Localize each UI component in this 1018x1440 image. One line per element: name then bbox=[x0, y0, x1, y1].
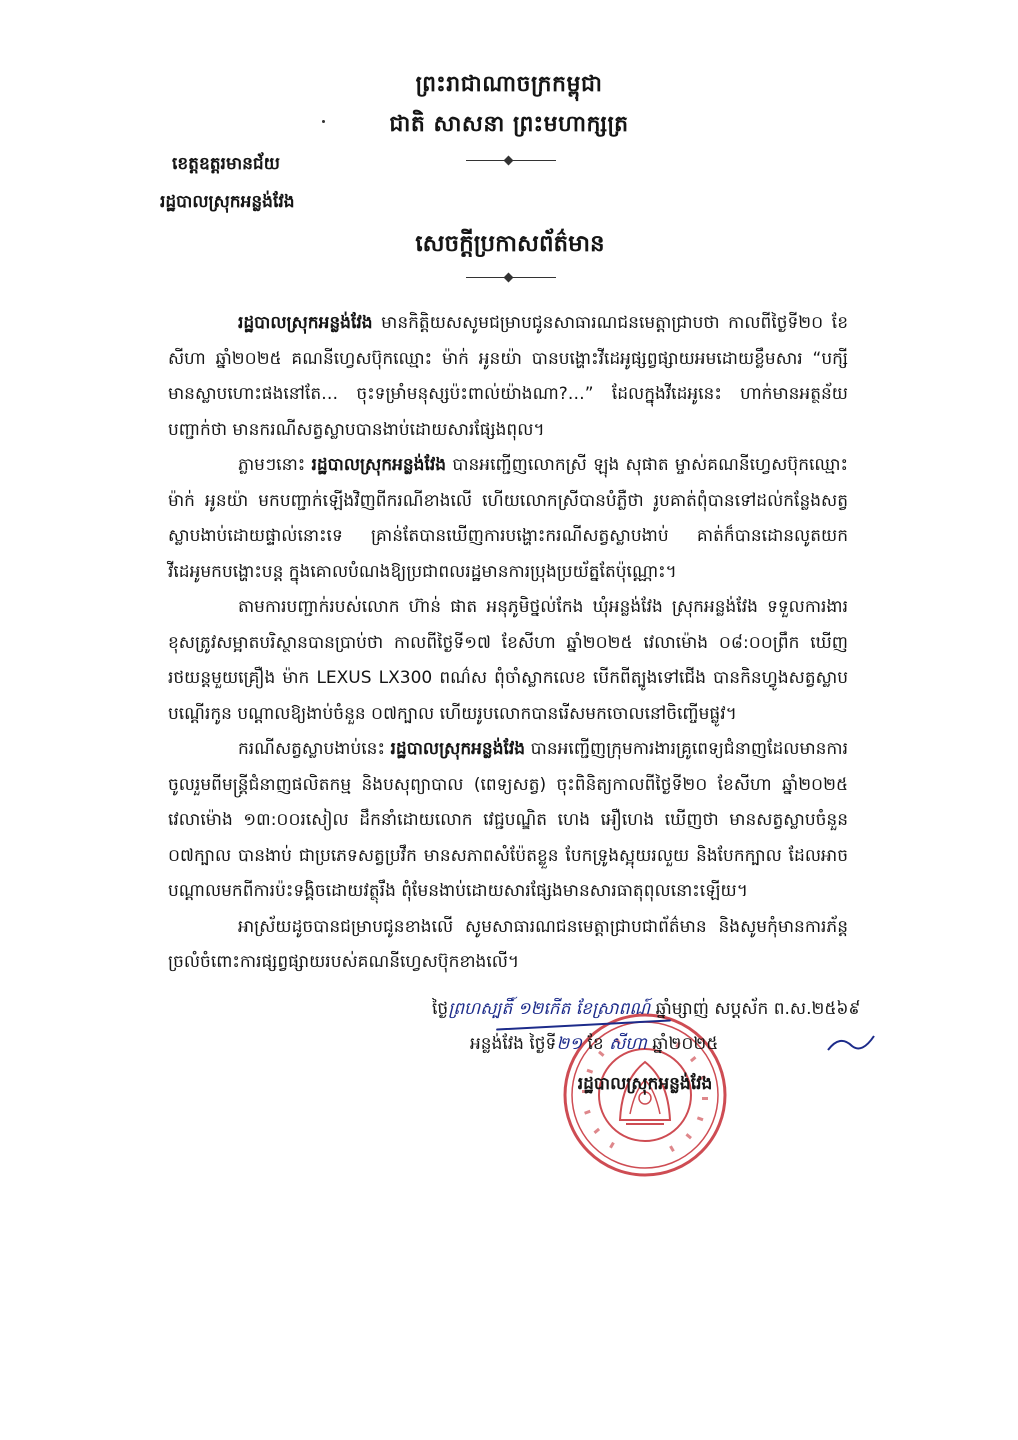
scan-dot bbox=[322, 120, 325, 123]
bold-issuer: រដ្ឋបាលស្រុកអន្លង់វែង bbox=[390, 739, 526, 759]
paragraph-4 bbox=[168, 732, 848, 910]
month-prefix: ខែ bbox=[582, 1034, 610, 1054]
seal-issuer-name: រដ្ឋបាលស្រុកអន្លង់វែង bbox=[577, 1074, 713, 1094]
place-date-line bbox=[470, 1033, 718, 1058]
title-divider bbox=[466, 277, 556, 278]
bold-issuer: រដ្ឋបាលស្រុកអន្លង់វែង bbox=[238, 313, 373, 333]
paragraph-4-text: បានអញ្ជើញក្រុមការងារគ្រូពេទ្យជំនាញដែលមានការចូលរួមពីមន្ត្រីជំនាញផលិតកម្ម និងបសុព្យាបាល (ពេទ្យសត្វ) ចុះពិនិត្យកាលពីថ្ងៃទី២០ ខែសីហា ឆ្នាំ២០២៥ វេលាម៉ោង ១៣:០០រសៀល ដឹកនាំដោយលោក វេជ្ជបណ្ឌិត ហេង អឿហេង ឃើញថា មានសត្វស្លាបចំនួន ០៧ក្បាល បានងាប់ ជាប្រភេទសត្វប្រវឹក មានសភាពសំប៉ែតខ្លួន បែកទ្រូងស្អុយរលួយ និងបែកក្បាល ដែលអាចបណ្ដាលមកពីការប៉ះទង្គិចដោយវត្ថុរឹង ពុំមែនងាប់ដោយសារផ្សែងមានសារធាតុពុលនោះឡើយ។ bbox=[168, 739, 849, 901]
document-title: សេចក្ដីប្រកាសព័ត៌មាន bbox=[415, 231, 605, 257]
lunar-date-line bbox=[432, 998, 860, 1023]
place-prefix: អន្លង់វែង ថ្ងៃទី bbox=[470, 1034, 557, 1054]
kingdom-heading: ព្រះរាជាណាចក្រកម្ពុជា bbox=[415, 72, 603, 97]
bold-issuer: រដ្ឋបាលស្រុកអន្លង់វែង bbox=[311, 455, 447, 475]
paragraph-1-text: មានកិត្តិយសសូមជម្រាបជូនសាធារណជនមេត្តាជ្រាបថា កាលពីថ្ងៃទី២០ ខែសីហា ឆ្នាំ២០២៥ គណនីហ្វេសប៊ុកឈ្មោះ ម៉ាក់ អូនយ៉ា បានបង្ហោះវីដេអូផ្សព្វផ្សាយអមដោយខ្លឹមសារ “បក្សីមានស្លាបហោះផងនៅតែ… ចុះទម្រាំមនុស្សប៉ះពាល់យ៉ាងណា?…” ដែលក្នុងវីដេអូនេះ ហាក់មានអត្ថន័យបញ្ជាក់ថា មានករណីសត្វស្លាបបានងាប់ដោយសារផ្សែងពុល។ bbox=[168, 313, 848, 440]
lunar-suffix: ឆ្នាំម្សាញ់ សប្តស័ក ព.ស.២៥៦៩ bbox=[650, 999, 861, 1019]
month-handwritten: សីហា bbox=[609, 1034, 647, 1054]
day-handwritten: ២១ bbox=[556, 1034, 583, 1054]
paragraph-2-lead: ភ្លាមៗនោះ bbox=[238, 455, 312, 475]
paragraph-3-text: តាមការបញ្ជាក់របស់លោក ហ៊ាន់ ផាត អនុភូមិថ្នល់កែង ឃុំអន្លង់វែង ស្រុកអន្លង់វែង ទទួលការងារខុសត្រូវសម្អាតបរិស្ថានបានប្រាប់ថា កាលពីថ្ងៃទី១៧ ខែសីហា ឆ្នាំ២០២៥ វេលាម៉ោង ០៨:០០ព្រឹក ឃើញរថយន្តមួយគ្រឿង ម៉ាក LEXUS LX300 ពណ៌ស ពុំចាំស្លាកលេខ បើកពីត្បូងទៅជើង បានកិនហ្វូងសត្វស្លាបបណ្ដើរកូន បណ្ដាលឱ្យងាប់ចំនួន ០៧ក្បាល ហើយរូបលោកបានរើសមកចោលនៅចិញ្ចើមផ្លូវ។ bbox=[168, 597, 848, 724]
paragraph-1 bbox=[168, 306, 848, 448]
body-text bbox=[168, 306, 848, 981]
ornament-divider bbox=[466, 160, 556, 161]
paragraph-5-text: អាស្រ័យដូចបានជម្រាបជូនខាងលើ សូមសាធារណជនមេត្តាជ្រាបជាព័ត៌មាន និងសូមកុំមានការភ័ន្តច្រលំចំពោះការផ្សព្វផ្សាយរបស់គណនីហ្វេសប៊ុកខាងលើ។ bbox=[168, 916, 848, 972]
paragraph-3 bbox=[168, 590, 848, 732]
motto-heading: ជាតិ សាសនា ព្រះមហាក្សត្រ bbox=[389, 112, 629, 137]
pen-flourish-icon bbox=[826, 1030, 876, 1056]
district-label: រដ្ឋបាលស្រុកអន្លង់វែង bbox=[160, 192, 295, 212]
paragraph-2-text: បានអញ្ជើញលោកស្រី ឡុង សុផាត ម្ចាស់គណនីហ្វេសប៊ុកឈ្មោះ ម៉ាក់ អូនយ៉ា មកបញ្ជាក់ឡើងវិញពីករណីខាងលើ ហើយលោកស្រីបានបំភ្លឺថា រូបគាត់ពុំបានទៅដល់កន្លែងសត្វស្លាបងាប់ដោយផ្ទាល់នោះទេ គ្រាន់តែបានឃើញការបង្ហោះករណីសត្វស្លាបងាប់ គាត់ក៏បានដោនលូតយកវីដេអូមកបង្ហោះបន្ត ក្នុងគោលបំណងឱ្យប្រជាពលរដ្ឋមានការប្រុងប្រយ័ត្នតែប៉ុណ្ណោះ។ bbox=[168, 455, 849, 582]
paragraph-5 bbox=[168, 910, 848, 981]
province-label: ខេត្តឧត្តរមានជ័យ bbox=[172, 154, 280, 174]
lunar-prefix: ថ្ងៃ bbox=[432, 999, 449, 1019]
year-text: ឆ្នាំ២០២៥ bbox=[646, 1034, 719, 1054]
paragraph-4-lead: ករណីសត្វស្លាបងាប់នេះ bbox=[238, 739, 391, 759]
paragraph-2 bbox=[168, 448, 848, 590]
lunar-handwritten: ព្រហស្បតិ៍ ១២កើត ខែស្រាពណ៍ bbox=[448, 999, 651, 1019]
